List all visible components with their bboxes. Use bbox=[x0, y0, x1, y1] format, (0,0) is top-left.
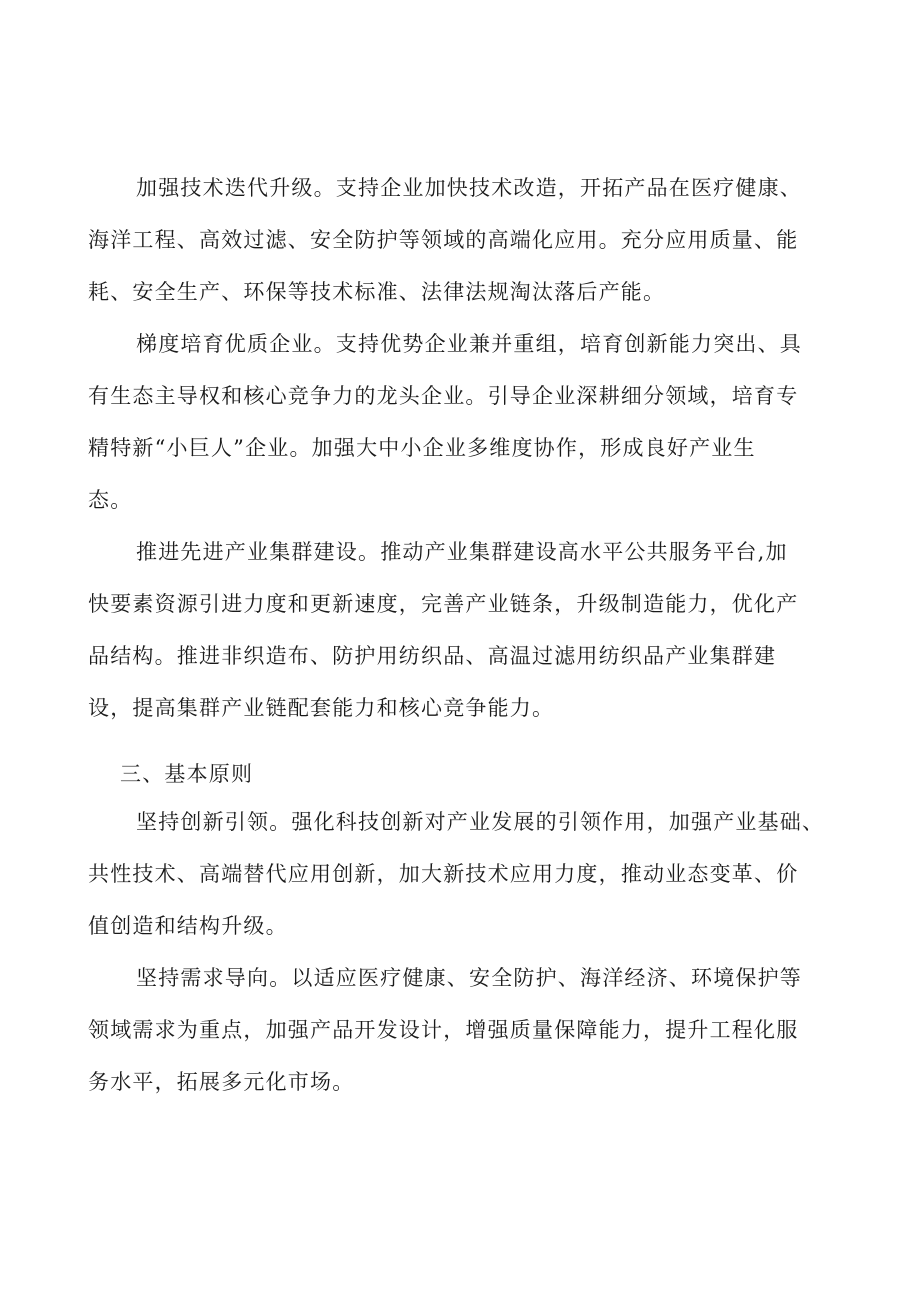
paragraph-2-line-3: 精特新“小巨人”企业。加强大中小企业多维度协作，形成良好产业生 bbox=[88, 436, 756, 460]
paragraph-2-line-2: 有生态主导权和核心竞争力的龙头企业。引导企业深耕细分领域，培育专 bbox=[88, 384, 799, 408]
paragraph-2-line-4: 态。 bbox=[88, 488, 133, 512]
paragraph-3-line-3: 品结构。推进非织造布、防护用纺织品、高温过滤用纺织品产业集群建 bbox=[88, 644, 777, 668]
section-heading: 三、基本原则 bbox=[120, 762, 254, 786]
paragraph-2-line-1: 梯度培育优质企业。支持优势企业兼并重组，培育创新能力突出、具 bbox=[136, 332, 802, 356]
paragraph-4-line-1: 坚持创新引领。强化科技创新对产业发展的引领作用，加强产业基础、 bbox=[136, 810, 825, 834]
paragraph-1-line-1: 加强技术迭代升级。支持企业加快技术改造，开拓产品在医疗健康、 bbox=[136, 176, 802, 200]
paragraph-4-line-2: 共性技术、高端替代应用创新，加大新技术应用力度，推动业态变革、价 bbox=[88, 862, 799, 886]
paragraph-5-line-3: 务水平，拓展多元化市场。 bbox=[88, 1070, 355, 1094]
paragraph-1-line-3: 耗、安全生产、环保等技术标准、法律法规淘汰落后产能。 bbox=[88, 280, 666, 304]
paragraph-3-line-2: 快要素资源引进力度和更新速度，完善产业链条，升级制造能力，优化产 bbox=[88, 592, 799, 616]
paragraph-1-line-2: 海洋工程、高效过滤、安全防护等领域的高端化应用。充分应用质量、能 bbox=[88, 228, 799, 252]
paragraph-4-line-3: 值创造和结构升级。 bbox=[88, 914, 288, 938]
paragraph-3-line-4: 设，提高集群产业链配套能力和核心竞争能力。 bbox=[88, 696, 555, 720]
paragraph-3-line-1: 推进先进产业集群建设。推动产业集群建设高水平公共服务平台,加 bbox=[136, 540, 788, 564]
paragraph-5-line-2: 领域需求为重点，加强产品开发设计，增强质量保障能力，提升工程化服 bbox=[88, 1018, 799, 1042]
paragraph-5-line-1: 坚持需求导向。以适应医疗健康、安全防护、海洋经济、环境保护等 bbox=[136, 966, 802, 990]
